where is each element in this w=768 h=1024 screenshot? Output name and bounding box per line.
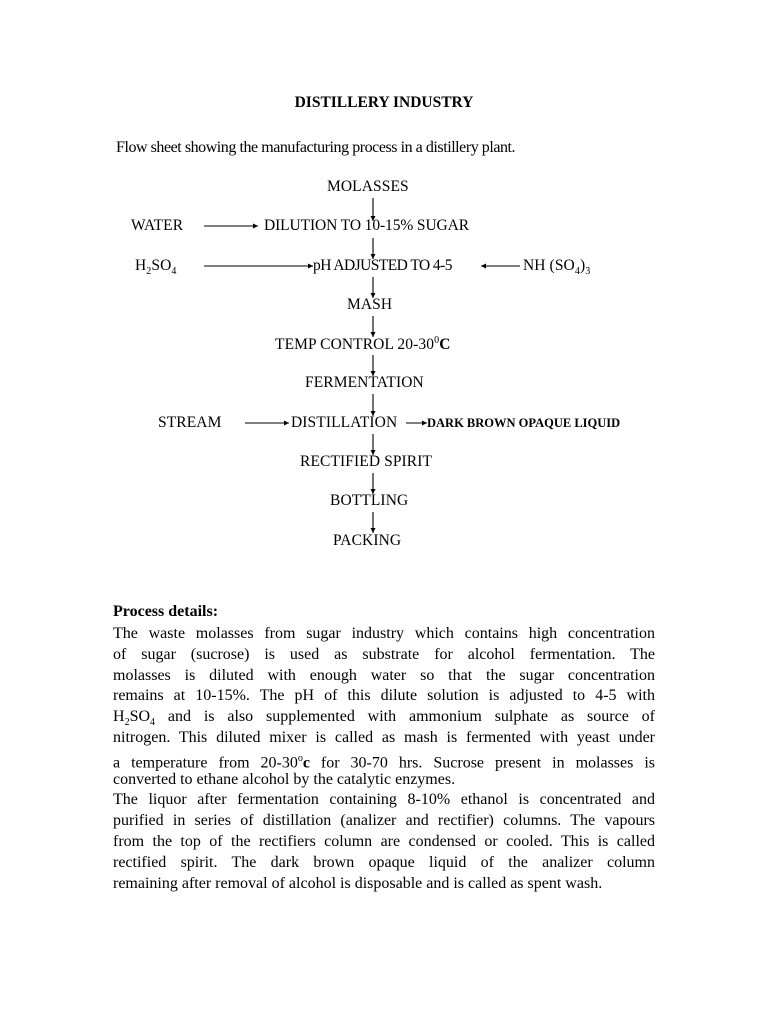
flow-node-ph-adjusted: pH ADJUSTED TO 4-5	[313, 257, 452, 274]
paragraph-line: of sugar (sucrose) is used as substrate for alcohol fermentation. The	[113, 645, 655, 663]
process-paragraph-2	[113, 790, 655, 894]
paragraph-line: remains at 10-15%. The pH of this dilute solution is adjusted to 4-5 with	[113, 687, 655, 705]
flow-node-fermentation: FERMENTATION	[305, 374, 424, 391]
paragraph-line: $H_2SO_4$ and is also supplemented with ammonium sulphate as source of	[113, 708, 655, 729]
paragraph-line: a temperature from 20-30$^o$c for 30-70 hrs. Sucrose present in molasses is	[113, 752, 655, 772]
flow-node-dilution: DILUTION TO 10-15% SUGAR	[264, 217, 469, 234]
paragraph-line: converted to ethane alcohol by the catalytic enzymes.	[113, 770, 456, 788]
paragraph-line: purified in series of distillation (analizer and rectifier) columns. The vapours	[113, 812, 655, 830]
process-paragraph-1	[113, 624, 655, 790]
flow-node-rectified-spirit: RECTIFIED SPIRIT	[300, 453, 433, 470]
document-title: DISTILLERY INDUSTRY	[294, 94, 474, 111]
flow-node-temp-control: TEMP CONTROL $20-30^0C$	[275, 335, 451, 354]
flow-node-distillation: DISTILLATION	[291, 414, 398, 431]
flow-node-mash: MASH	[347, 296, 393, 313]
flow-node-bottling: BOTTLING	[330, 492, 409, 509]
paragraph-line: molasses is diluted with enough water so that the sugar concentration	[113, 666, 655, 684]
flow-node-dark-brown-liquid: DARK BROWN OPAQUE LIQUID	[427, 416, 621, 430]
paragraph-line: The liquor after fermentation containing 8-10% ethanol is concentrated and	[113, 791, 655, 809]
paragraph-line: remaining after removal of alcohol is disposable and is called as spent wash.	[113, 874, 603, 892]
flow-node-packing: PACKING	[333, 532, 402, 549]
flow-node-water: WATER	[131, 217, 184, 234]
paragraph-line: The waste molasses from sugar industry which contains high concentration	[113, 625, 655, 642]
paragraph-line: rectified spirit. The dark brown opaque liquid of the analizer column	[113, 853, 655, 871]
flow-sheet-caption: Flow sheet showing the manufacturing process in a distillery plant.	[116, 139, 516, 156]
paragraph-line: from the top of the rectifiers column are condensed or cooled. This is called	[113, 832, 655, 850]
process-details-heading: Process details:	[113, 603, 219, 620]
paragraph-line: nitrogen. This diluted mixer is called as mash is fermented with yeast under	[113, 728, 655, 746]
flow-node-stream: STREAM	[158, 414, 222, 431]
flow-node-ammonium-sulphate: NH $(SO_4)_3$	[523, 257, 591, 278]
flow-node-h2so4: $H_2SO_4$	[135, 257, 177, 278]
flow-node-molasses: MOLASSES	[327, 178, 409, 195]
